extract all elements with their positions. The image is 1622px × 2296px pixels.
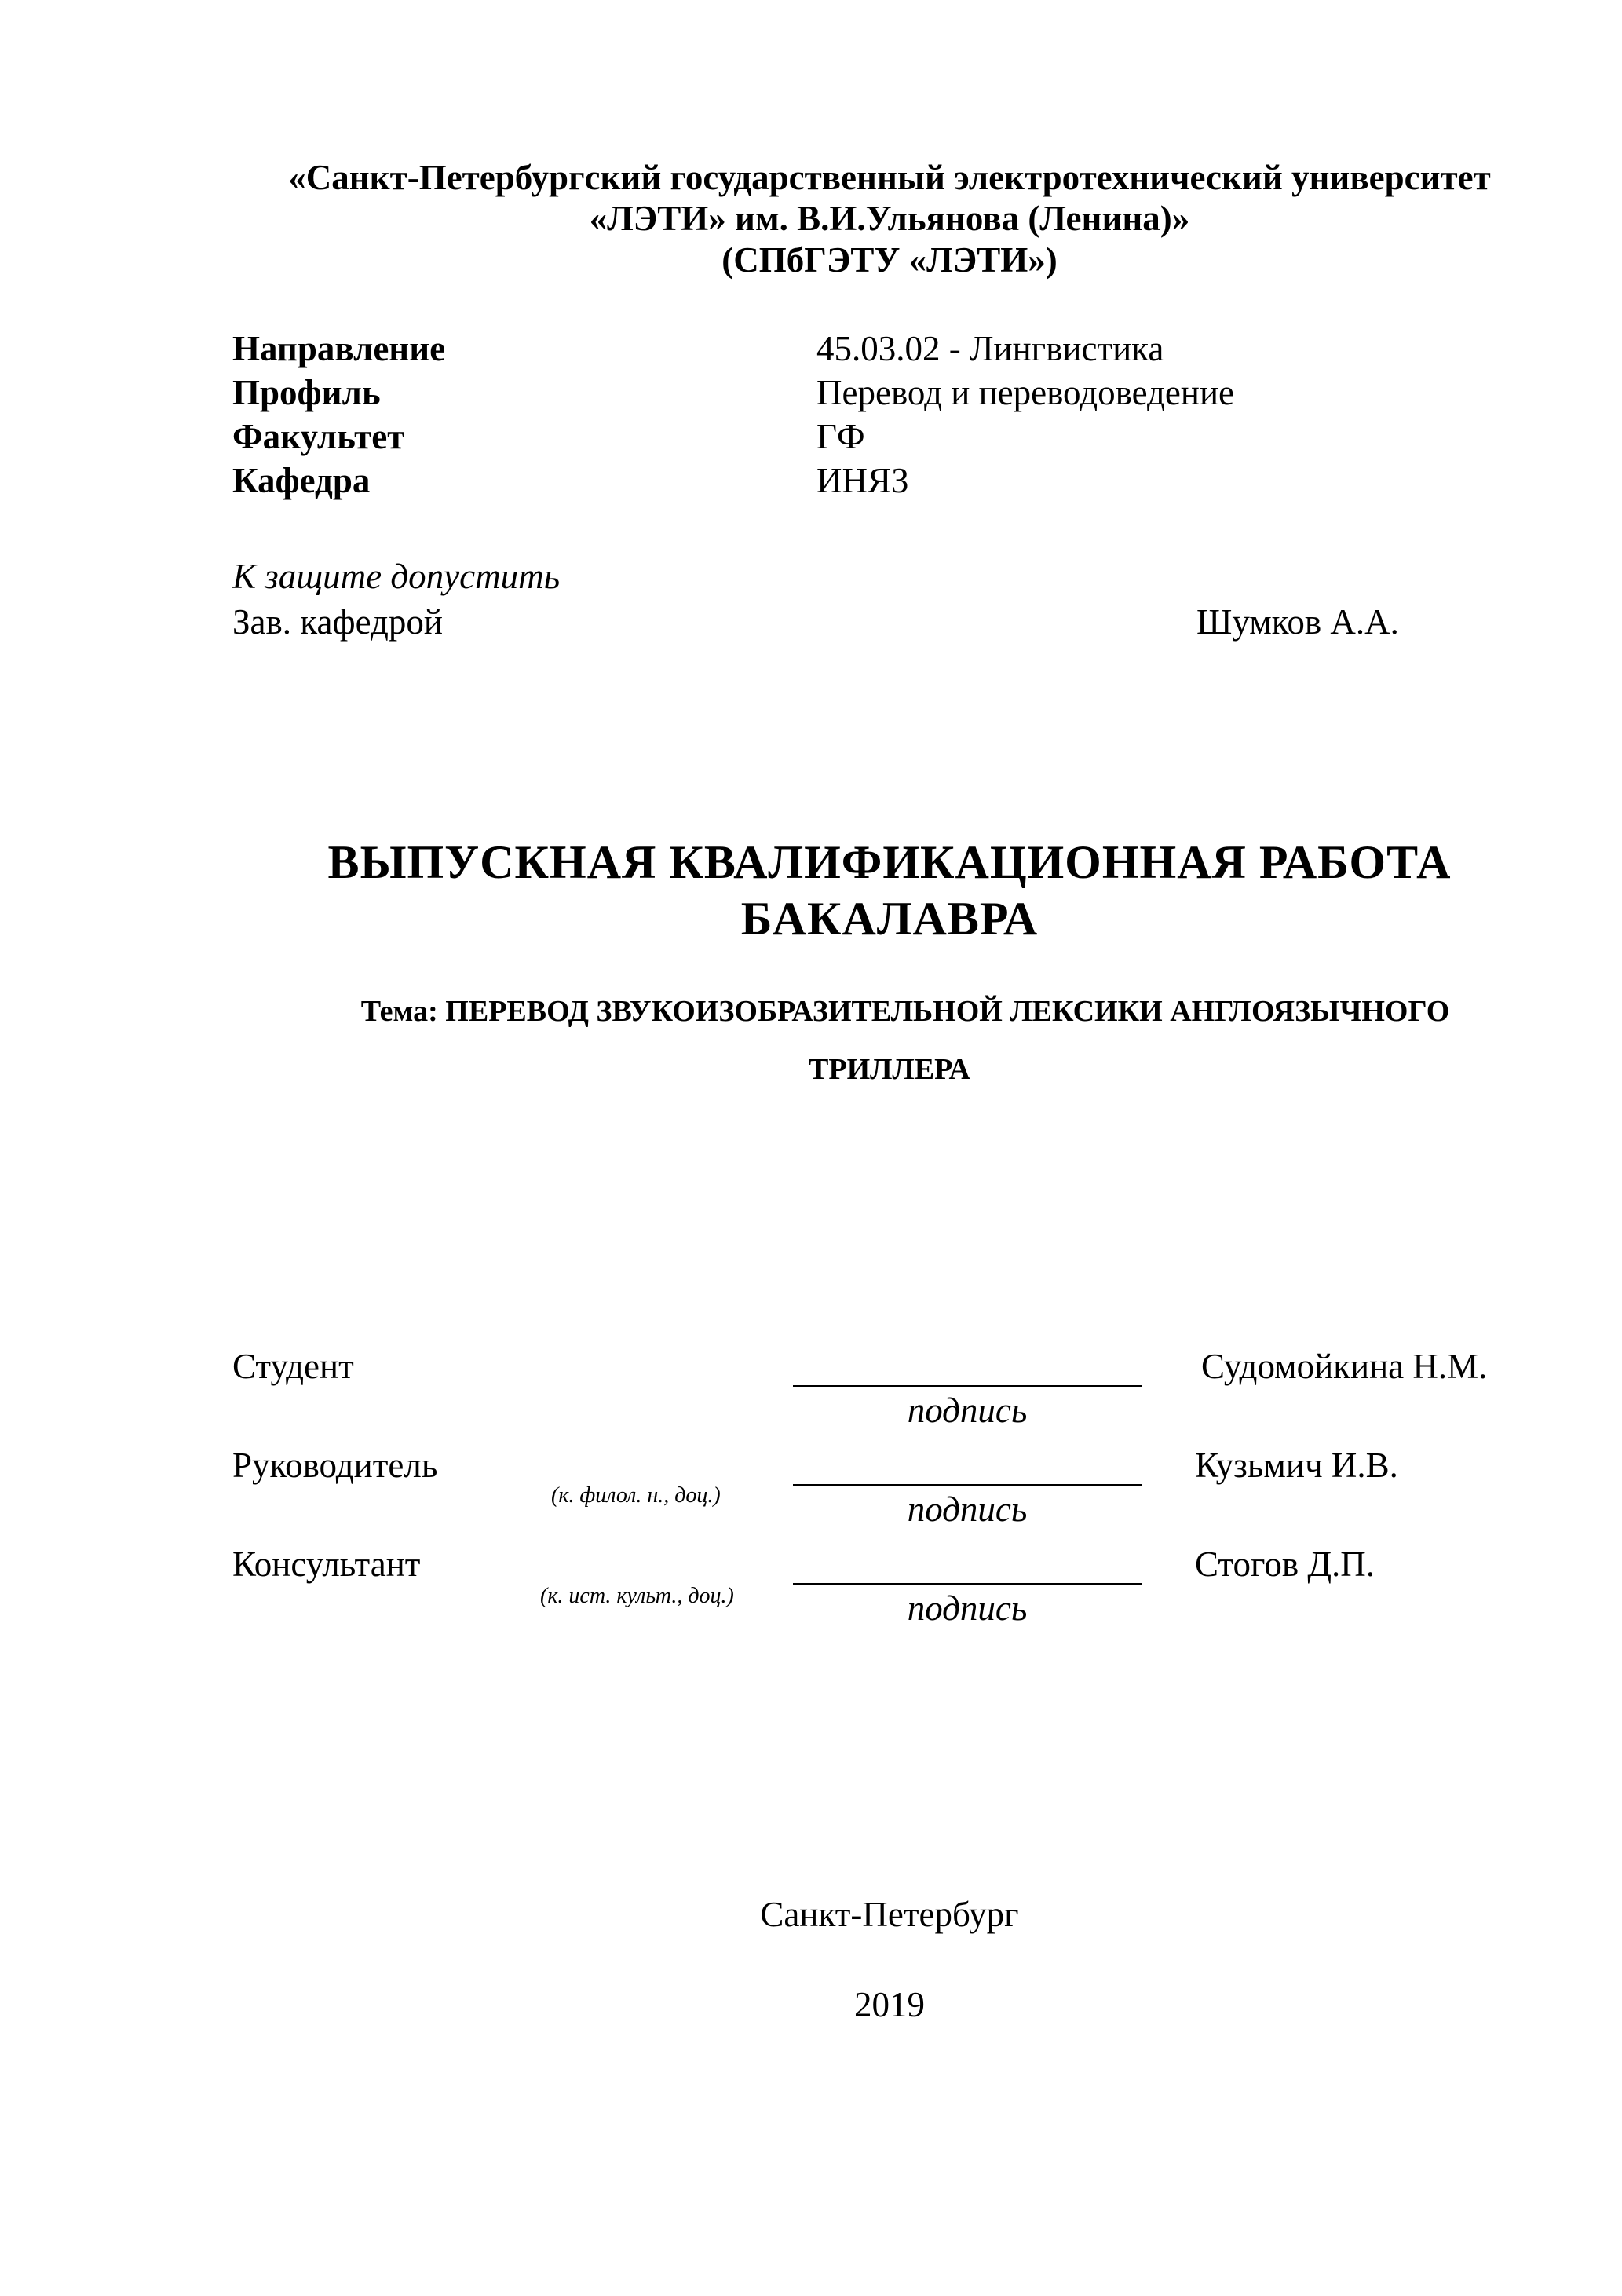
student-label: Студент (232, 1347, 354, 1386)
supervisor-signature-line (793, 1484, 1142, 1486)
consultant-label: Консультант (232, 1545, 421, 1584)
head-of-department-label: Зав. кафедрой (232, 602, 443, 642)
university-name: «Санкт-Петербургский государственный электротехнический университет (288, 158, 1491, 197)
profile-value: Перевод и переводоведение (816, 373, 1235, 412)
supervisor-name: Кузьмич И.В. (1195, 1446, 1398, 1485)
topic-line-2: ТРИЛЛЕРА (809, 1053, 970, 1086)
student-signature-caption: подпись (907, 1391, 1028, 1430)
supervisor-signature-caption: подпись (907, 1490, 1028, 1529)
university-subname: «ЛЭТИ» им. В.И.Ульянова (Ленина)» (589, 199, 1190, 238)
consultant-rank: (к. ист. культ., доц.) (540, 1584, 734, 1608)
supervisor-rank: (к. филол. н., доц.) (551, 1483, 721, 1508)
direction-label: Направление (232, 329, 446, 368)
student-name: Судомойкина Н.М. (1201, 1347, 1488, 1386)
university-abbrev: (СПбГЭТУ «ЛЭТИ») (721, 240, 1058, 280)
supervisor-label: Руководитель (232, 1446, 438, 1485)
year: 2019 (854, 1985, 925, 2024)
consultant-signature-caption: подпись (907, 1589, 1028, 1628)
consultant-name: Стогов Д.П. (1195, 1545, 1375, 1584)
city: Санкт-Петербург (760, 1895, 1019, 1934)
head-of-department-name: Шумков А.А. (1196, 602, 1399, 642)
student-signature-line (793, 1385, 1142, 1387)
faculty-label: Факультет (232, 417, 405, 456)
work-title: ВЫПУСКНАЯ КВАЛИФИКАЦИОННАЯ РАБОТА (327, 836, 1452, 888)
department-value: ИНЯЗ (816, 461, 909, 500)
topic-line-1: Тема: ПЕРЕВОД ЗВУКОИЗОБРАЗИТЕЛЬНОЙ ЛЕКСИКИ АНГЛОЯЗЫЧНОГО (360, 995, 1450, 1028)
work-title-degree: БАКАЛАВРА (740, 893, 1039, 945)
consultant-signature-line (793, 1583, 1142, 1585)
faculty-value: ГФ (816, 417, 865, 456)
direction-value: 45.03.02 - Лингвистика (816, 329, 1164, 368)
department-label: Кафедра (232, 461, 371, 500)
admit-to-defense: К защите допустить (232, 557, 561, 596)
profile-label: Профиль (232, 373, 381, 412)
